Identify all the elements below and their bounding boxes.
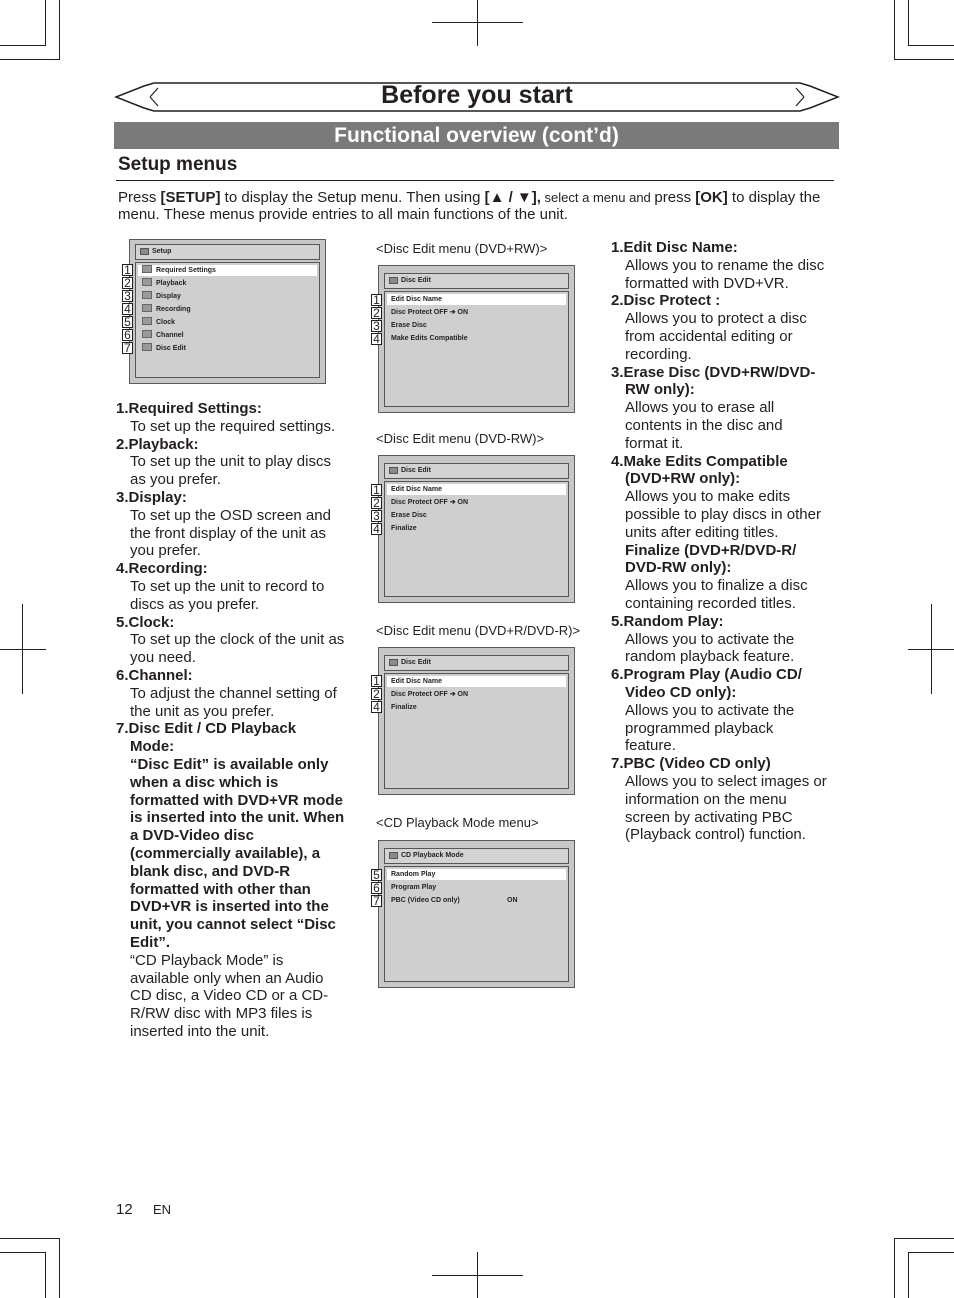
item-title: 2.Playback:	[116, 435, 199, 453]
chapter-title: Before you start	[381, 81, 573, 109]
pbc-value: ON	[507, 897, 518, 904]
disc-edit-items-list	[611, 239, 839, 844]
item-title: 1.Required Settings:	[116, 400, 262, 417]
arrow-keys: [▲ / ▼],	[484, 189, 541, 206]
menu-item-channel	[138, 330, 317, 341]
menu-item-label: Recording	[156, 306, 191, 313]
language-code: EN	[153, 1202, 172, 1217]
list-item	[116, 400, 346, 436]
menu-body	[384, 481, 569, 597]
menu-item-label: Edit Disc Name	[391, 486, 442, 493]
item-title: 6.Program Play (Audio CD/ Video CD only):	[611, 666, 802, 701]
callout-number: 2	[371, 497, 382, 509]
menu-item-random-play	[387, 869, 566, 880]
list-item	[611, 542, 839, 613]
menu-item-label: Random Play	[391, 871, 436, 878]
setup-menu-screen	[129, 239, 326, 384]
menu-item-label: Required Settings	[156, 267, 216, 274]
item-title: 3.Display:	[116, 488, 187, 506]
disc-edit-icon	[389, 467, 398, 474]
intro-text: select a menu and	[540, 190, 655, 205]
menu-item-label: Finalize	[391, 525, 417, 532]
item-desc: Allows you to rename the disc formatted with DVD+VR.	[625, 256, 825, 292]
menu-header-label: Disc Edit	[401, 467, 431, 474]
list-item	[611, 364, 839, 453]
callout-number: 4	[371, 333, 382, 345]
intro-text: press	[654, 189, 696, 206]
menu-item-label: Playback	[156, 280, 187, 287]
menu-item-label: Disc Protect OFF ➔ ON	[391, 499, 469, 506]
item-note: “Disc Edit” is available only when a disc which is formatted with DVD+VR mode is inserted into the unit. When a DVD-Video disc (commercially available), a blank disc, and DVD-R formatted with other than DVD+VR is inserted into the unit, you cannot select “Disc Edit”.	[130, 755, 345, 951]
menu-item-label: Edit Disc Name	[391, 296, 442, 303]
item-desc: To set up the OSD screen and the front display of the unit as you prefer.	[130, 506, 331, 560]
menu-item-label: Clock	[156, 319, 176, 326]
list-item	[611, 755, 839, 844]
play-icon	[142, 278, 152, 286]
callout-number: 4	[371, 523, 382, 535]
item-desc: To set up the unit to play discs as you prefer.	[130, 453, 331, 489]
menu-item-edit-disc-name	[387, 676, 566, 687]
item-desc: To set up the clock of the unit as you need.	[130, 631, 345, 667]
callout-number: 3	[122, 290, 133, 302]
cd-playback-mode-screen	[378, 840, 575, 988]
menu-item-edit-disc-name	[387, 484, 566, 495]
menu-item-label: Erase Disc	[391, 322, 427, 329]
menu-item-finalize	[387, 523, 566, 534]
menu-caption: <Disc Edit menu (DVD+R/DVD-R)>	[376, 623, 581, 638]
item-desc: Allows you to make edits possible to play discs in other units after editing titles.	[625, 488, 821, 541]
callout-number: 1	[371, 294, 382, 306]
menu-item-finalize	[387, 702, 566, 713]
list-item	[611, 453, 839, 542]
menu-item-display	[138, 291, 317, 302]
menu-item-clock	[138, 317, 317, 328]
callout-number: 7	[371, 895, 382, 907]
item-desc: Allows you to activate the programmed playback feature.	[625, 701, 795, 755]
list-item	[116, 614, 346, 667]
menu-item-label: Make Edits Compatible	[391, 335, 468, 342]
callout-number: 7	[122, 342, 133, 354]
item-desc: To set up the unit to record to discs as you prefer.	[130, 577, 325, 613]
menu-body	[384, 673, 569, 789]
clock-icon	[142, 317, 152, 325]
callout-number: 4	[122, 303, 133, 315]
setup-items-list	[116, 400, 346, 1041]
menu-item-disc-protect	[387, 497, 566, 508]
menu-item-label: Erase Disc	[391, 512, 427, 519]
callout-number: 3	[371, 320, 382, 332]
callout-number: 2	[371, 688, 382, 700]
cd-icon	[389, 852, 398, 859]
disc-edit-dvd-rw-screen	[378, 455, 575, 603]
intro-paragraph	[118, 189, 842, 223]
menu-item-label: Disc Protect OFF ➔ ON	[391, 309, 469, 316]
menu-caption: <CD Playback Mode menu>	[376, 815, 539, 830]
menu-item-label: Finalize	[391, 704, 417, 711]
section-title: Setup menus	[118, 154, 238, 175]
menu-header	[384, 273, 569, 289]
menu-item-label: Display	[156, 293, 181, 300]
item-title: 5.Clock:	[116, 613, 175, 631]
item-desc: Allows you to erase all contents in the disc and format it.	[625, 399, 783, 452]
menu-header	[135, 244, 320, 260]
menu-header-label: Setup	[152, 248, 172, 255]
menu-item-label: Program Play	[391, 884, 437, 891]
callout-number: 1	[122, 264, 133, 276]
callout-number: 1	[371, 675, 382, 687]
page-number: 12	[116, 1201, 133, 1218]
item-title: 7.Disc Edit / CD Playback Mode:	[116, 720, 297, 756]
menu-header-label: Disc Edit	[401, 659, 431, 666]
display-icon	[142, 291, 152, 299]
callout-number: 6	[122, 329, 133, 341]
menu-item-pbc	[387, 895, 566, 906]
list-item	[116, 720, 346, 1040]
setup-icon	[140, 248, 149, 255]
disc-icon	[142, 343, 152, 351]
list-item	[116, 667, 346, 720]
menu-header	[384, 463, 569, 479]
callout-number: 2	[371, 307, 382, 319]
item-title: 7.PBC (Video CD only)	[611, 755, 771, 773]
menu-header	[384, 655, 569, 671]
intro-text: to display the Setup menu. Then using	[220, 189, 485, 206]
record-icon	[142, 304, 152, 312]
setup-key: [SETUP]	[160, 189, 221, 206]
intro-text: to display the menu. These menus provide entries to all main functions of the unit.	[118, 189, 821, 223]
item-desc: To set up the required settings.	[130, 417, 336, 435]
menu-item-label: Disc Edit	[156, 345, 186, 352]
item-title: 1.Edit Disc Name:	[611, 239, 738, 256]
menu-body	[384, 866, 569, 982]
item-title: 6.Channel:	[116, 666, 193, 684]
list-item	[611, 292, 839, 363]
item-desc: Allows you to select images or information on the menu screen by activating PBC (Playback control) function.	[625, 772, 827, 844]
menu-header-label: Disc Edit	[401, 277, 431, 284]
callout-number: 6	[371, 882, 382, 894]
menu-item-label: Channel	[156, 332, 184, 339]
menu-caption: <Disc Edit menu (DVD+RW)>	[376, 241, 548, 256]
wrench-icon	[142, 265, 152, 273]
menu-item-label: Edit Disc Name	[391, 678, 442, 685]
menu-item-disc-protect	[387, 307, 566, 318]
ok-key: [OK]	[695, 189, 728, 206]
callout-number: 1	[371, 484, 382, 496]
callout-number: 4	[371, 701, 382, 713]
menu-header-label: CD Playback Mode	[401, 852, 464, 859]
item-title: 2.Disc Protect :	[611, 292, 721, 310]
menu-item-recording	[138, 304, 317, 315]
section-rule	[116, 180, 834, 181]
item-desc: “CD Playback Mode” is available only when an Audio CD disc, a Video CD or a CD-R/RW disc with MP3 files is inserted into the unit.	[130, 951, 329, 1040]
item-desc: To adjust the channel setting of the unit as you prefer.	[130, 684, 337, 720]
list-item	[611, 666, 839, 755]
menu-item-edit-disc-name	[387, 294, 566, 305]
menu-item-label: PBC (Video CD only)	[391, 897, 460, 904]
channel-icon	[142, 330, 152, 338]
item-desc: Allows you to finalize a disc containing recorded titles.	[625, 577, 808, 612]
disc-edit-dvd-rw-plus-screen	[378, 265, 575, 413]
chapter-banner	[114, 80, 840, 114]
intro-text: Press	[118, 189, 161, 206]
item-desc: Allows you to activate the random playback feature.	[625, 630, 795, 666]
disc-edit-icon	[389, 277, 398, 284]
list-item	[611, 239, 839, 292]
callout-number: 5	[122, 316, 133, 328]
item-title: 4.Make Edits Compatible (DVD+RW only):	[611, 452, 788, 488]
callout-number: 2	[122, 277, 133, 289]
callout-number: 5	[371, 869, 382, 881]
item-title: 5.Random Play:	[611, 612, 724, 630]
menu-body	[384, 291, 569, 407]
list-item	[611, 613, 839, 666]
menu-item-make-edits-compatible	[387, 333, 566, 344]
list-item	[116, 560, 346, 613]
menu-item-erase-disc	[387, 320, 566, 331]
callout-number: 3	[371, 510, 382, 522]
menu-item-disc-protect	[387, 689, 566, 700]
item-title: 4.Recording:	[116, 560, 208, 578]
menu-item-required-settings	[138, 265, 317, 276]
menu-item-playback	[138, 278, 317, 289]
menu-body	[135, 262, 320, 378]
list-item	[116, 489, 346, 560]
menu-item-label: Disc Protect OFF ➔ ON	[391, 691, 469, 698]
menu-header	[384, 848, 569, 864]
item-title: Finalize (DVD+R/DVD-R/ DVD-RW only):	[625, 541, 797, 577]
section-heading-bar: Functional overview (cont’d)	[114, 122, 839, 149]
disc-edit-dvd-r-screen	[378, 647, 575, 795]
menu-caption: <Disc Edit menu (DVD-RW)>	[376, 431, 545, 446]
list-item	[116, 436, 346, 489]
menu-item-program-play	[387, 882, 566, 893]
item-desc: Allows you to protect a disc from accidental editing or recording.	[625, 310, 807, 363]
disc-edit-icon	[389, 659, 398, 666]
menu-item-disc-edit	[138, 343, 317, 354]
item-title: 3.Erase Disc (DVD+RW/DVD-RW only):	[611, 363, 816, 399]
menu-item-erase-disc	[387, 510, 566, 521]
